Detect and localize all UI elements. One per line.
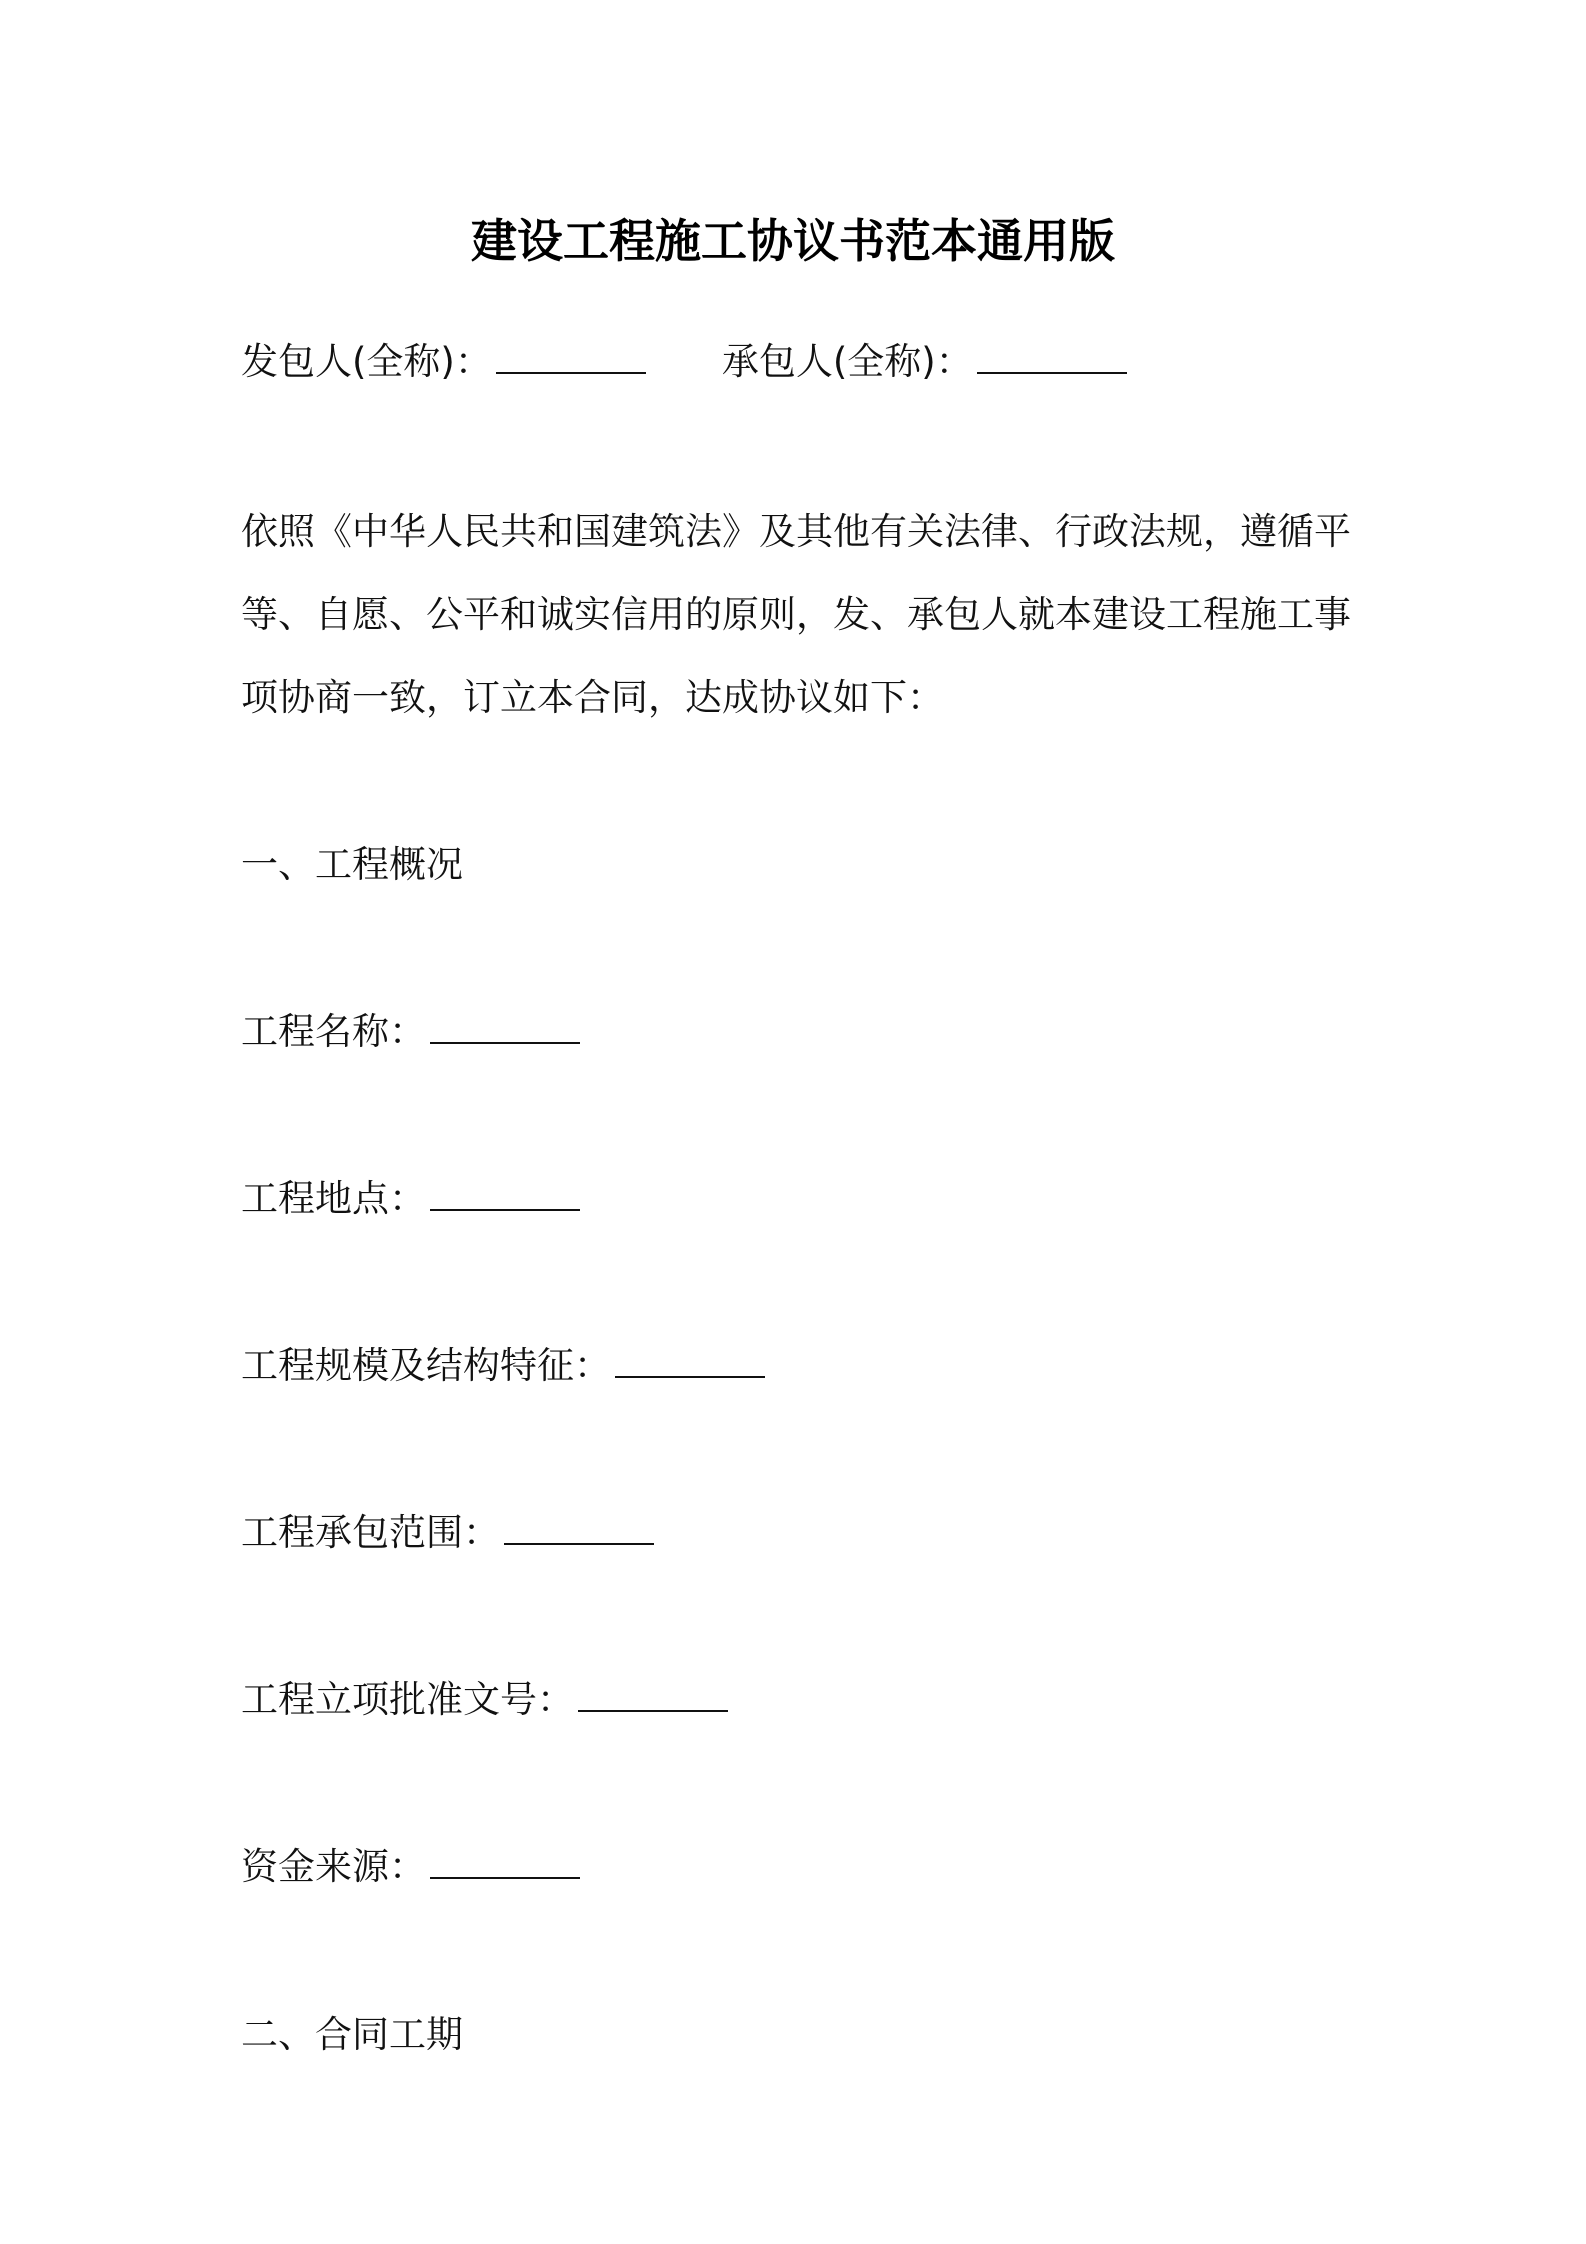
field-project-scale [241, 1341, 765, 1391]
field-label: 工程地点： [241, 1177, 426, 1220]
field-blank[interactable] [430, 1175, 580, 1211]
field-funding-source [241, 1842, 580, 1892]
field-blank[interactable] [504, 1509, 654, 1545]
field-project-location [241, 1174, 580, 1224]
preamble-line-2: 等、自愿、公平和诚实信用的原则，发、承包人就本建设工程施工事 [241, 593, 1351, 636]
section-heading-1: 一、工程概况 [241, 843, 463, 886]
field-label: 工程立项批准文号： [241, 1678, 574, 1721]
field-label: 工程规模及结构特征： [241, 1344, 611, 1387]
field-contract-scope [241, 1508, 654, 1558]
employer-label: 发包人(全称)： [241, 340, 492, 383]
section-heading-2: 二、合同工期 [241, 2013, 463, 2056]
field-label: 工程名称： [241, 1010, 426, 1053]
field-blank[interactable] [430, 1843, 580, 1879]
parties-line [241, 337, 1127, 387]
field-approval-number [241, 1675, 728, 1725]
field-blank[interactable] [578, 1676, 728, 1712]
field-blank[interactable] [430, 1008, 580, 1044]
document-title: 建设工程施工协议书范本通用版 [471, 214, 1115, 268]
contractor-blank[interactable] [977, 338, 1127, 374]
field-blank[interactable] [615, 1342, 765, 1378]
field-project-name [241, 1007, 580, 1057]
preamble-line-3: 项协商一致，订立本合同，达成协议如下： [241, 676, 944, 719]
preamble-line-1: 依照《中华人民共和国建筑法》及其他有关法律、行政法规，遵循平 [241, 510, 1351, 553]
contractor-label: 承包人(全称)： [721, 340, 973, 383]
employer-blank[interactable] [496, 338, 646, 374]
field-label: 资金来源： [241, 1845, 426, 1888]
field-label: 工程承包范围： [241, 1511, 500, 1554]
